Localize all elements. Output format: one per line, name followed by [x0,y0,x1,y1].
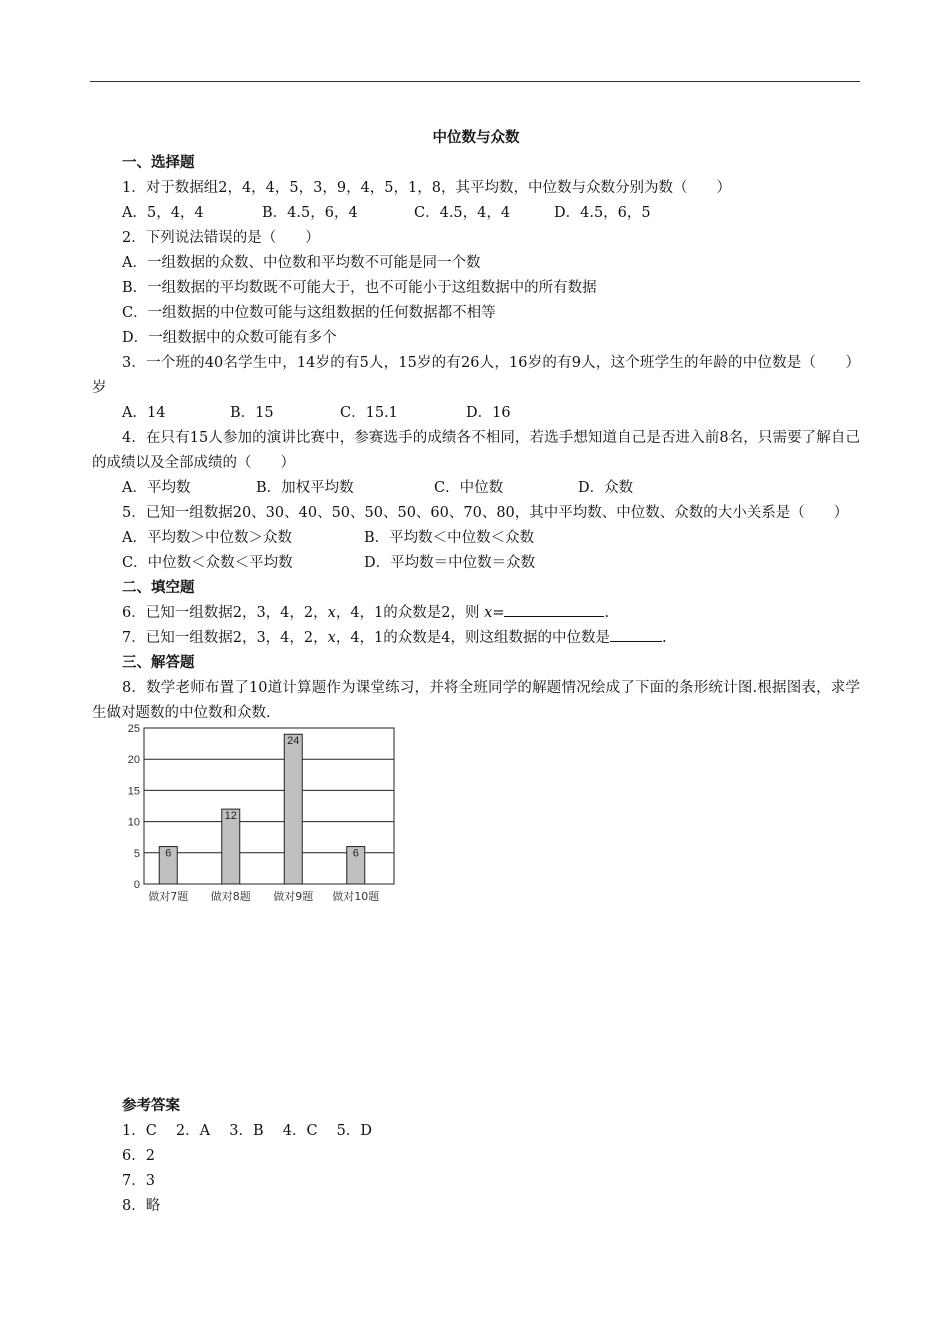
q1-text: 1．对于数据组2，4，4，5，3，9，4，5，1，8，其平均数，中位数与众数分别为数（ ） [122,180,731,196]
q2-option-b: B．一组数据的平均数既不可能大于，也不可能小于这组数据中的所有数据 [122,280,597,296]
q1-option-c: C．4.5，4，4 [414,205,511,221]
q3-text: 3．一个班的40名学生中，14岁的有5人，15岁的有26人，16岁的有9人，这个班学生的年龄的中位数是（ ）岁 [92,355,860,396]
q2-option-c: C．一组数据的中位数可能与这组数据的任何数据都不相等 [122,305,496,321]
data-label-4: 6 [352,847,359,860]
answer-line-4: 8．略 [122,1198,161,1214]
y-tick-label-0: 0 [133,879,140,891]
x-tick-label-4: 做对10题 [332,890,380,903]
section-fill-heading: 二、填空题 [122,580,195,596]
q3-option-b: B．15 [230,405,274,421]
q3-option-a: A．14 [122,405,166,421]
q4-options [92,476,860,501]
q8-text: 8．数学老师布置了10道计算题作为课堂练习，并将全班同学的解题情况绘成了下面的条形统计图.根据图表，求学生做对题数的中位数和众数. [92,680,860,721]
answer-heading: 参考答案 [122,1098,180,1114]
q1-option-b: B．4.5，6，4 [262,205,358,221]
q2-option-a: A．一组数据的众数、中位数和平均数不可能是同一个数 [122,255,481,271]
bar-chart [120,720,410,910]
answer-line-3: 7．3 [122,1173,155,1189]
header-rule [90,81,860,82]
q4-option-d: D．众数 [578,480,634,496]
q7-blank[interactable] [610,627,662,642]
y-tick-label-10: 10 [127,816,140,829]
q5-option-a: A．平均数＞中位数＞众数 [122,530,292,546]
page-title: 中位数与众数 [432,130,520,146]
q1-option-a: A．5，4，4 [122,205,204,221]
answer-line-1: 1．C 2．A 3．B 4．C 5．D [122,1123,373,1139]
y-tick-label-15: 15 [127,785,140,798]
q4-text: 4．在只有15人参加的演讲比赛中，参赛选手的成绩各不相同，若选手想知道自己是否进入前8名，只需要了解自己的成绩以及全部成绩的（ ） [92,430,860,471]
y-tick-label-20: 20 [127,754,140,767]
bar-3 [284,734,302,884]
q1-options [92,201,860,226]
q7-text: 7．已知一组数据2，3，4，2，x，4，1的众数是4，则这组数据的中位数是 . [92,626,860,651]
q4-option-c: C．中位数 [434,480,504,496]
q6-blank[interactable] [504,602,604,617]
y-tick-label-25: 25 [127,723,140,735]
q2-option-d: D．一组数据中的众数可能有多个 [122,330,337,346]
q5-options-row1 [92,526,860,551]
q4-option-a: A．平均数 [122,480,191,496]
q1-option-d: D．4.5，6，5 [554,205,651,221]
q5-option-d: D．平均数＝中位数＝众数 [364,555,536,571]
q3-option-c: C．15.1 [340,405,398,421]
q6-text: 6．已知一组数据2，3，4，2，x，4，1的众数是2，则 x= . [92,601,860,626]
q3-options [92,401,860,426]
q5-option-c: C．中位数＜众数＜平均数 [122,555,293,571]
q5-text: 5．已知一组数据20、30、40、50、50、50、60、70、80，其中平均数、中位数、众数的大小关系是（ ） [122,505,849,521]
y-tick-label-5: 5 [133,847,140,860]
section-choice-heading: 一、选择题 [122,155,195,171]
x-tick-label-2: 做对8题 [210,890,251,903]
data-label-3: 24 [287,735,300,748]
x-tick-label-1: 做对7题 [148,890,189,903]
q5-option-b: B．平均数＜中位数＜众数 [364,530,535,546]
data-label-1: 6 [165,847,172,860]
q5-options-row2 [92,551,860,576]
answer-line-2: 6．2 [122,1148,155,1164]
q2-text: 2．下列说法错误的是（ ） [122,230,320,246]
x-tick-label-3: 做对9题 [273,890,314,903]
data-label-2: 12 [224,810,237,823]
answer-key [122,1094,372,1219]
document-body [92,126,860,726]
q4-option-b: B．加权平均数 [256,480,354,496]
q3-option-d: D．16 [466,405,511,421]
section-answer-heading: 三、解答题 [122,655,195,671]
